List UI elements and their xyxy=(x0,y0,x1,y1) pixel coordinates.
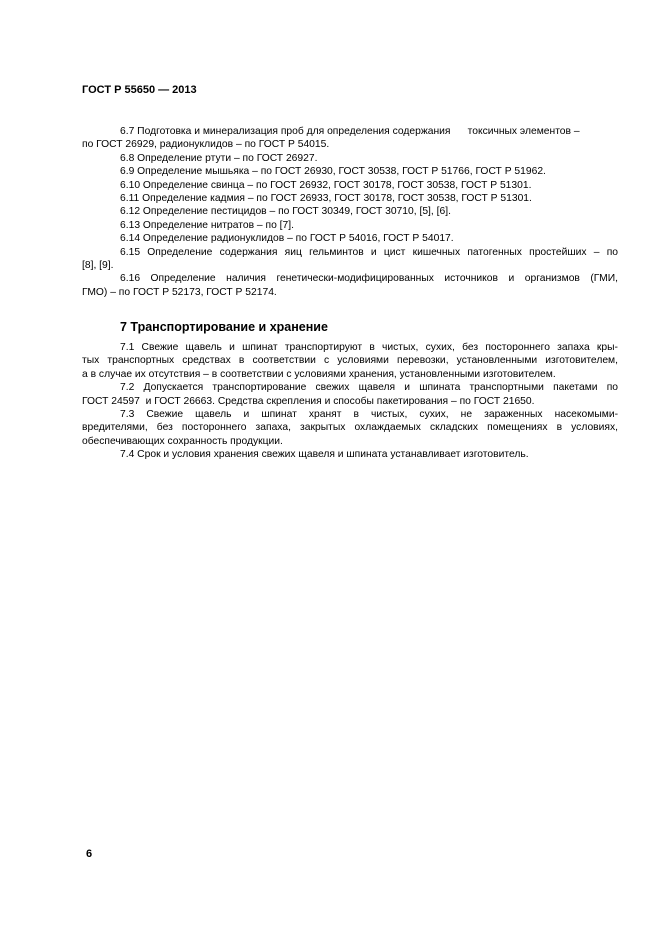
text-line: 6.9 Определение мышьяка – по ГОСТ 26930, ГОСТ 30538, ГОСТ Р 51766, ГОСТ Р 51962. xyxy=(120,166,546,178)
text-line: 6.16 Определение наличия генетически-модифицированных источников и организмов (ГМИ, xyxy=(120,273,618,285)
text-line: 6.8 Определение ртути – по ГОСТ 26927. xyxy=(120,152,318,164)
text-line: 7.4 Срок и условия хранения свежих щавеля и шпината устанавливает изготовитель. xyxy=(120,449,529,461)
text-line: 6.14 Определение радионуклидов – по ГОСТ Р 54016, ГОСТ Р 54017. xyxy=(120,233,454,245)
text-line: ГМО) – по ГОСТ Р 52173, ГОСТ Р 52174. xyxy=(82,286,277,298)
section-7-text xyxy=(82,341,618,462)
text-line: 6.11 Определение кадмия – по ГОСТ 26933, ГОСТ 30178, ГОСТ 30538, ГОСТ Р 51301. xyxy=(120,193,532,205)
text-line: 6.13 Определение нитратов – по [7]. xyxy=(120,219,294,231)
text-line: [8], [9]. xyxy=(82,260,114,272)
document-header: ГОСТ Р 55650 — 2013 xyxy=(82,84,197,96)
text-line: ГОСТ 24597 и ГОСТ 26663. Средства скрепления и способы пакетирования – по ГОСТ 21650. xyxy=(82,395,535,407)
text-line: а в случае их отсутствия – в соответствии с условиями хранения, установленными изготовителем. xyxy=(82,368,556,380)
page-number: 6 xyxy=(86,848,93,860)
text-line: тых транспортных средствах в соответствии с условиями перевозки, установленными изготовителем, xyxy=(82,355,618,367)
text-line: 7.1 Свежие щавель и шпинат транспортируют в чистых, сухих, без постороннего запаха кры- xyxy=(120,342,618,353)
text-line: 6.10 Определение свинца – по ГОСТ 26932, ГОСТ 30178, ГОСТ 30538, ГОСТ Р 51301. xyxy=(120,179,532,191)
text-line: 6.7 Подготовка и минерализация проб для определения содержания токсичных элементов – xyxy=(120,126,580,137)
section-7-title: 7 Транспортирование и хранение xyxy=(120,320,328,334)
text-line: 6.15 Определение содержания яиц гельминтов и цист кишечных патогенных простейших – по xyxy=(120,246,618,258)
text-line: обеспечивающих сохранность продукции. xyxy=(82,435,283,447)
text-line: по ГОСТ 26929, радионуклидов – по ГОСТ Р 54015. xyxy=(82,139,330,151)
section-6-text xyxy=(82,125,618,299)
text-line: 7.2 Допускается транспортирование свежих щавеля и шпината транспортными пакетами по xyxy=(120,382,618,394)
text-line: 6.12 Определение пестицидов – по ГОСТ 30349, ГОСТ 30710, [5], [6]. xyxy=(120,206,451,218)
text-line: 7.3 Свежие щавель и шпинат хранят в чистых, сухих, не зараженных насекомыми- xyxy=(120,409,618,421)
text-line: вредителями, без постороннего запаха, закрытых охлаждаемых складских помещениях в условиях, xyxy=(82,422,618,434)
